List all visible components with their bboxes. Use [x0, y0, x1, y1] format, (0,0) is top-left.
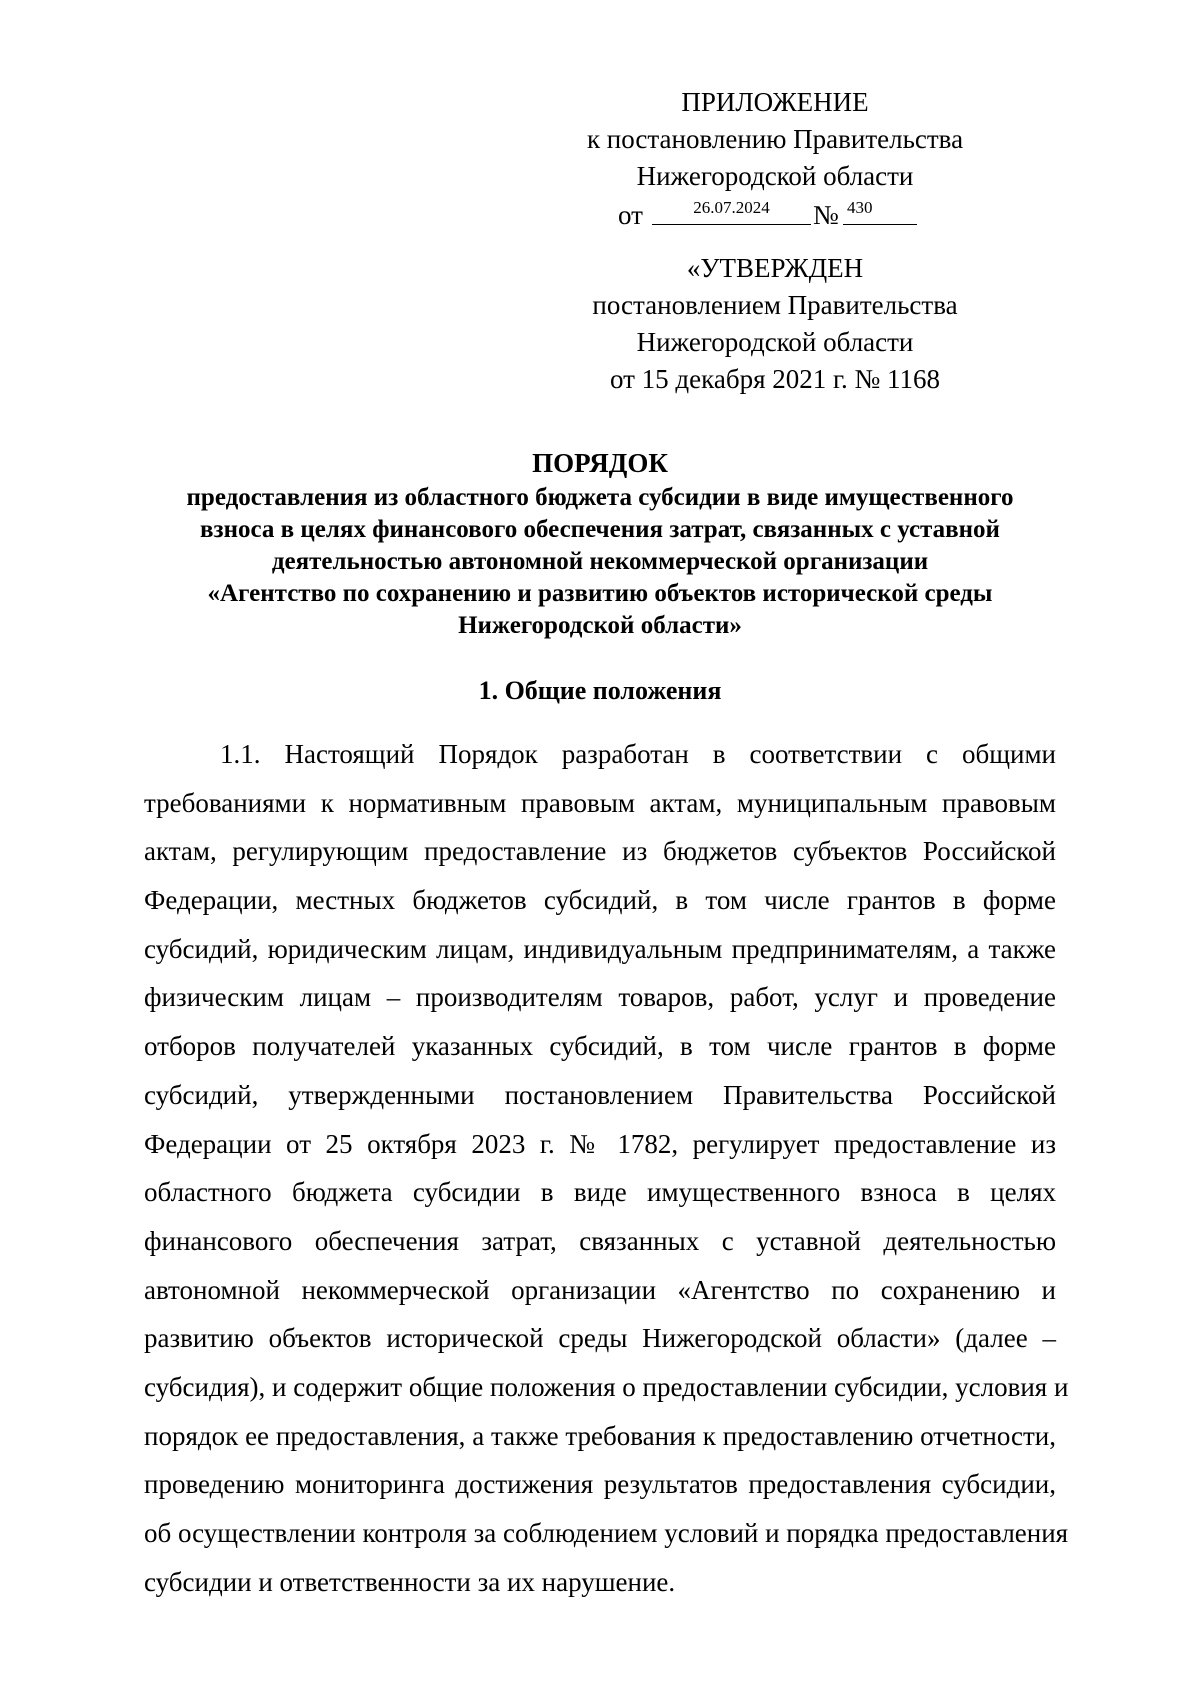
- paragraph-line: об осуществлении контроля за соблюдением условий и порядка предоставления: [144, 1518, 1069, 1548]
- paragraph-line: субсидий, юридическим лицам, индивидуальным предпринимателям, а также: [144, 933, 1056, 964]
- paragraph-line: проведению мониторинга достижения результатов предоставления субсидии,: [144, 1469, 1056, 1500]
- paragraph-line: областного бюджета субсидии в виде имущественного взноса в целях: [144, 1177, 1056, 1208]
- paragraph-line: 1.1. Настоящий Порядок разработан в соответствии с общими: [220, 739, 1056, 769]
- approved-region-line: Нижегородской области: [636, 327, 914, 357]
- number-field: 430: [843, 195, 917, 225]
- section-heading: 1. Общие положения: [478, 676, 722, 705]
- document-title-block: [130, 446, 1070, 642]
- subtitle-line: предоставления из областного бюджета субсидии в виде имущественного: [186, 484, 1014, 511]
- appendix-title: ПРИЛОЖЕНИЕ: [681, 87, 869, 117]
- appendix-region-line: Нижегородской области: [636, 161, 914, 191]
- paragraph-line: субсидии и ответственности за их нарушение.: [144, 1566, 676, 1597]
- paragraph-line: финансового обеспечения затрат, связанных с уставной деятельностью: [144, 1225, 1056, 1256]
- paragraph-line: Федерации, местных бюджетов субсидий, в том числе грантов в форме: [144, 885, 1056, 916]
- approved-block: [560, 250, 990, 398]
- subtitle-line: Нижегородской области»: [458, 612, 742, 639]
- paragraph-line: актам, регулирующим предоставление из бюджетов субъектов Российской: [144, 836, 1056, 867]
- approved-title: «УТВЕРЖДЕН: [686, 253, 864, 283]
- paragraph-line: отборов получателей указанных субсидий, в том числе грантов в форме: [144, 1031, 1056, 1062]
- subtitle-line: взноса в целях финансового обеспечения затрат, связанных с уставной: [200, 516, 1000, 543]
- document-title: ПОРЯДОК: [532, 448, 668, 478]
- paragraph-line: порядок ее предоставления, а также требования к предоставлению отчетности,: [144, 1420, 1056, 1451]
- appendix-block: [560, 84, 990, 232]
- paragraph-line: автономной некоммерческой организации «Агентство по сохранению и: [144, 1274, 1056, 1305]
- approved-date-line: от 15 декабря 2021 г. № 1168: [609, 364, 941, 394]
- approved-by-line: постановлением Правительства: [592, 290, 958, 320]
- paragraph-line: физическим лицам – производителям товаров, работ, услуг и проведение: [144, 982, 1056, 1013]
- paragraph-line: Федерации от 25 октября 2023 г. № 1782, регулирует предоставление из: [144, 1128, 1056, 1159]
- subtitle-line: «Агентство по сохранению и развитию объектов исторической среды: [207, 580, 993, 607]
- paragraph-1-1: [144, 737, 1069, 1613]
- date-prefix: от: [618, 200, 643, 230]
- date-field: 26.07.2024: [652, 195, 811, 225]
- paragraph-line: субсидий, утвержденными постановлением Правительства Российской: [144, 1079, 1056, 1110]
- paragraph-line: субсидия), и содержит общие положения о предоставлении субсидии, условия и: [144, 1371, 1069, 1402]
- number-sign: №: [813, 200, 839, 230]
- paragraph-line: требованиями к нормативным правовым актам, муниципальным правовым: [144, 787, 1056, 818]
- subtitle-line: деятельностью автономной некоммерческой организации: [271, 548, 929, 575]
- appendix-reference-line: к постановлению Правительства: [586, 124, 964, 154]
- appendix-date-number-line: [560, 195, 990, 232]
- paragraph-line: развитию объектов исторической среды Нижегородской области» (далее –: [144, 1323, 1056, 1354]
